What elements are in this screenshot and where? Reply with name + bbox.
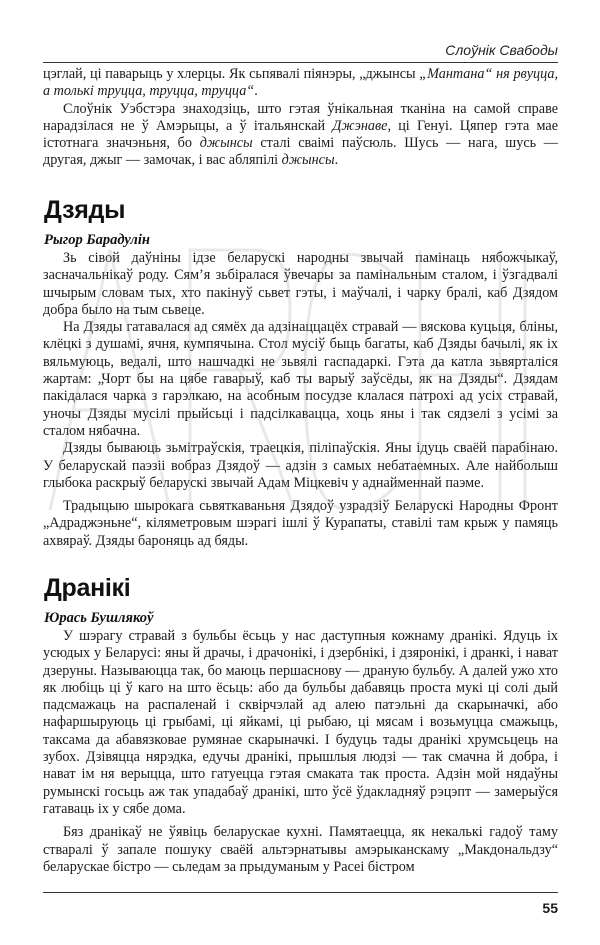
section1-paragraph-3: Дзяды бываюць зьмітраўскія, траецкія, піліпаўскія. Яны ідуць сваёй парабінаю. У беларускай паэзіі вобраз Дзядоў — адзін з самых небатаемных. Але найболыш глыбока раскрыў беларускі звычай Адам Міцкевіч у аднайменнай паэме.	[43, 440, 558, 491]
section1-paragraph-2: На Дзяды гатавалася ад сямёх да адзінаццацёх стравай — вяскова куцьця, бліны, клёцкі з душамі, ячня, кумпячына. Стол мусіў быць багаты, каб Дзяды бачылі, як іх вяльмуюць, ведалі, што нашчадкі не зьвялі гаспадаркі. Гэта да катла зьвярталіся жартам: „Чорт бы на цябе гаварыў, каб ты варыў заўсёды, як на Дзяды“. Дзядам пакідалася чарка з гарэлкаю, на асобным посудзе клалася патрохі ад усіх стравай, уночы Дзяды мусілі прыйсьці і падсілкавацца, хоць яны і так сядзелі з усімі за сталом нябачна.	[43, 319, 558, 439]
footer-rule	[43, 892, 558, 893]
section2-paragraph-2: Бяз дранікаў не ўявіць беларускае кухні. Памятаецца, як некалькі гадоў таму стваралі ў запале пошуку сваёй альтэрнатывы амэрыканскаму „Макдональдзу“ беларускае бістро — сьледам за прыдуманым у Расеі бістром	[43, 824, 558, 875]
intro-paragraph-1: цэглай, ці паварыць у хлерцы. Як сьпявалі піянэры, „джынсы „Мантана“ ня рвуцца, а толькі труцца, труцца, труцца“.	[43, 66, 558, 100]
section-title-dziady: Дзяды	[44, 196, 126, 224]
section1-body	[43, 250, 558, 550]
running-head: Слоўнік Свабоды	[445, 42, 558, 58]
section-title-draniki: Дранікі	[44, 574, 131, 602]
author-baradulin: Рыгор Барадулін	[44, 232, 150, 248]
section2-paragraph-1: У шэрагу стравай з бульбы ёсьць у нас даступныя кожнаму дранікі. Ядуць іх усюдых у Беларусі: яны й драчы, і драчонікі, і дзербнікі, і дзяронікі, і дранкі, і нават дзеруны. Называюцца так, бо маюць першаснову — драную бульбу. А далей ужо хто як любіць ці ў каго на што ёсьць: або да бульбы дабавяць проста мукі ці солі дый падсмажаць на распаленай і сквірчэлай ад алею патэльні да скарыначкі, або нафаршыруюць ці грыбамі, ці яйкамі, ці рыбаю, ці мясам і возьмуцца смажыць, таксама да абавязковае румянае скарыначкі. І будуць тады дранікі хрумсьцець на зубох. Дзівяцца нярэдка, едучы дранікі, прышлыя людзі — так смачна й добра, і нават ім ня верыцца, што гатуецца гэтая смаката так проста. Адзін мой нядаўны румынскі госьць аж так упадабаў дранікі, што ўсё ўдакладняў рэцэпт — замерыўся гатаваць іх у сябе дома.	[43, 628, 558, 817]
section1-paragraph-4: Традыцыю шырокага сьвяткаваньня Дзядоў узрадзіў Беларускі Народны Фронт „Адраджэньне“, кіляметровым шэрагі ішлі ў Курапаты, ставілі там крыж у памяць ахвяраў. Дзяды бароняць ад бяды.	[43, 498, 558, 549]
intro-block	[43, 66, 558, 170]
section2-body	[43, 628, 558, 876]
intro-paragraph-2: Слоўнік Уэбстэра знаходзіць, што гэтая ўнікальная тканіна на самой справе нарадзілася не ў Амэрыцы, а ў італьянскай Джэнаве, ці Генуі. Цяпер гэта мае істотнага значэньня, бо джынсы сталі сваімі паўсюль. Шусь — нага, шусь — другая, джыг — замочак, і вас абляпілі джынсы.	[43, 100, 558, 169]
header-rule	[43, 62, 558, 63]
page-number: 55	[542, 900, 558, 916]
author-bushliakou: Юрась Бушлякоў	[44, 610, 154, 626]
section1-paragraph-1: Зь сівой даўніны ідзе беларускі народны звычай памінаць нябожчыкаў, засначальнікаў роду. Сям’я зьбіралася ўвечары за памінальным сталом, і ўзгадвалі шчырым словам тых, хто пакінуў сьвет гэты, і маўчалі, і чарку бралі, каб Дзядом добра было на тым сьвеце.	[43, 250, 558, 318]
